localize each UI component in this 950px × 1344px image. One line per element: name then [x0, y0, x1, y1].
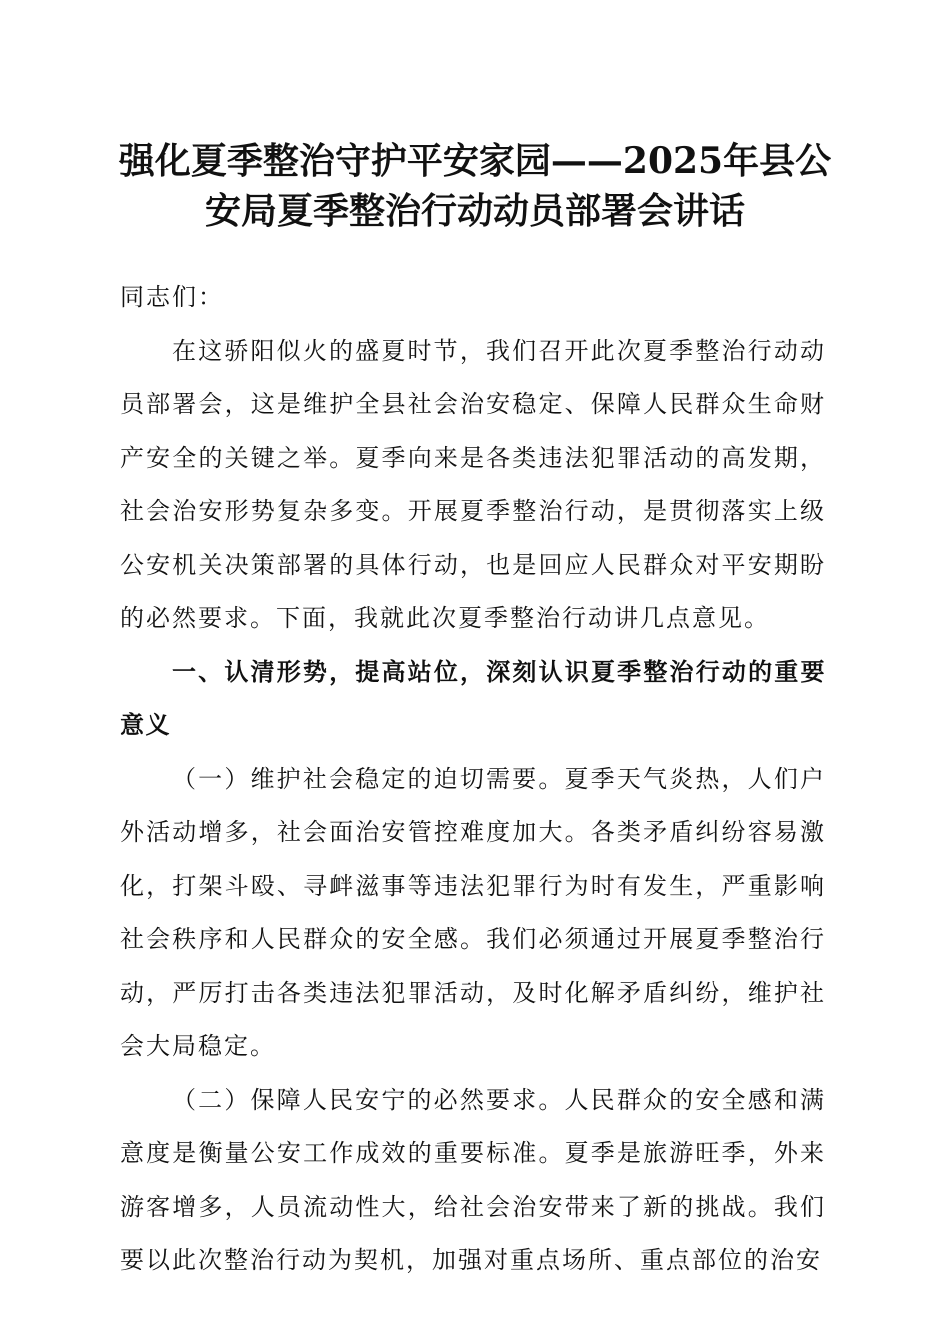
subsection-text-2: 人民群众的安全感和满意度是衡量公安工作成效的重要标准。夏季是旅游旺季，外来游客增多，人员流动性大，给社会治安带来了新的挑战。我们要以此次整治行动为契机，加强对重点场所、重点部位的治安: [120, 1085, 826, 1274]
salutation: 同志们：: [120, 283, 224, 311]
subsection-text-1: 夏季天气炎热，人们户外活动增多，社会面治安管控难度加大。各类矛盾纠纷容易激化，打架斗殴、寻衅滋事等违法犯罪行为时有发生，严重影响社会秩序和人民群众的安全感。我们必须通过开展夏季整治行动，严厉打击各类违法犯罪活动，及时化解矛盾纠纷，维护社会大局稳定。: [120, 764, 826, 1060]
subsection-lead-2: （二）保障人民安宁的必然要求。: [172, 1085, 565, 1114]
document-title: [100, 136, 850, 236]
document-body: [120, 271, 826, 1288]
subsection-paragraph-1: [120, 753, 826, 1074]
subsection-lead-1: （一）维护社会稳定的迫切需要。: [172, 764, 565, 793]
intro-paragraph: 在这骄阳似火的盛夏时节，我们召开此次夏季整治行动动员部署会，这是维护全县社会治安稳定、保障人民群众生命财产安全的关键之举。夏季向来是各类违法犯罪活动的高发期，社会治安形势复杂多变。开展夏季整治行动，是贯彻落实上级公安机关决策部署的具体行动，也是回应人民群众对平安期盼的必然要求。下面，我就此次夏季整治行动讲几点意见。: [120, 336, 826, 632]
subsection-paragraph-2: [120, 1074, 826, 1288]
title-line-1: 强化夏季整治守护平安家园——2025年县公: [118, 140, 832, 182]
title-line-2: 安局夏季整治行动动员部署会讲话: [204, 190, 745, 232]
section-heading-1: 一、认清形势，提高站位，深刻认识夏季整治行动的重要意义: [120, 657, 826, 739]
